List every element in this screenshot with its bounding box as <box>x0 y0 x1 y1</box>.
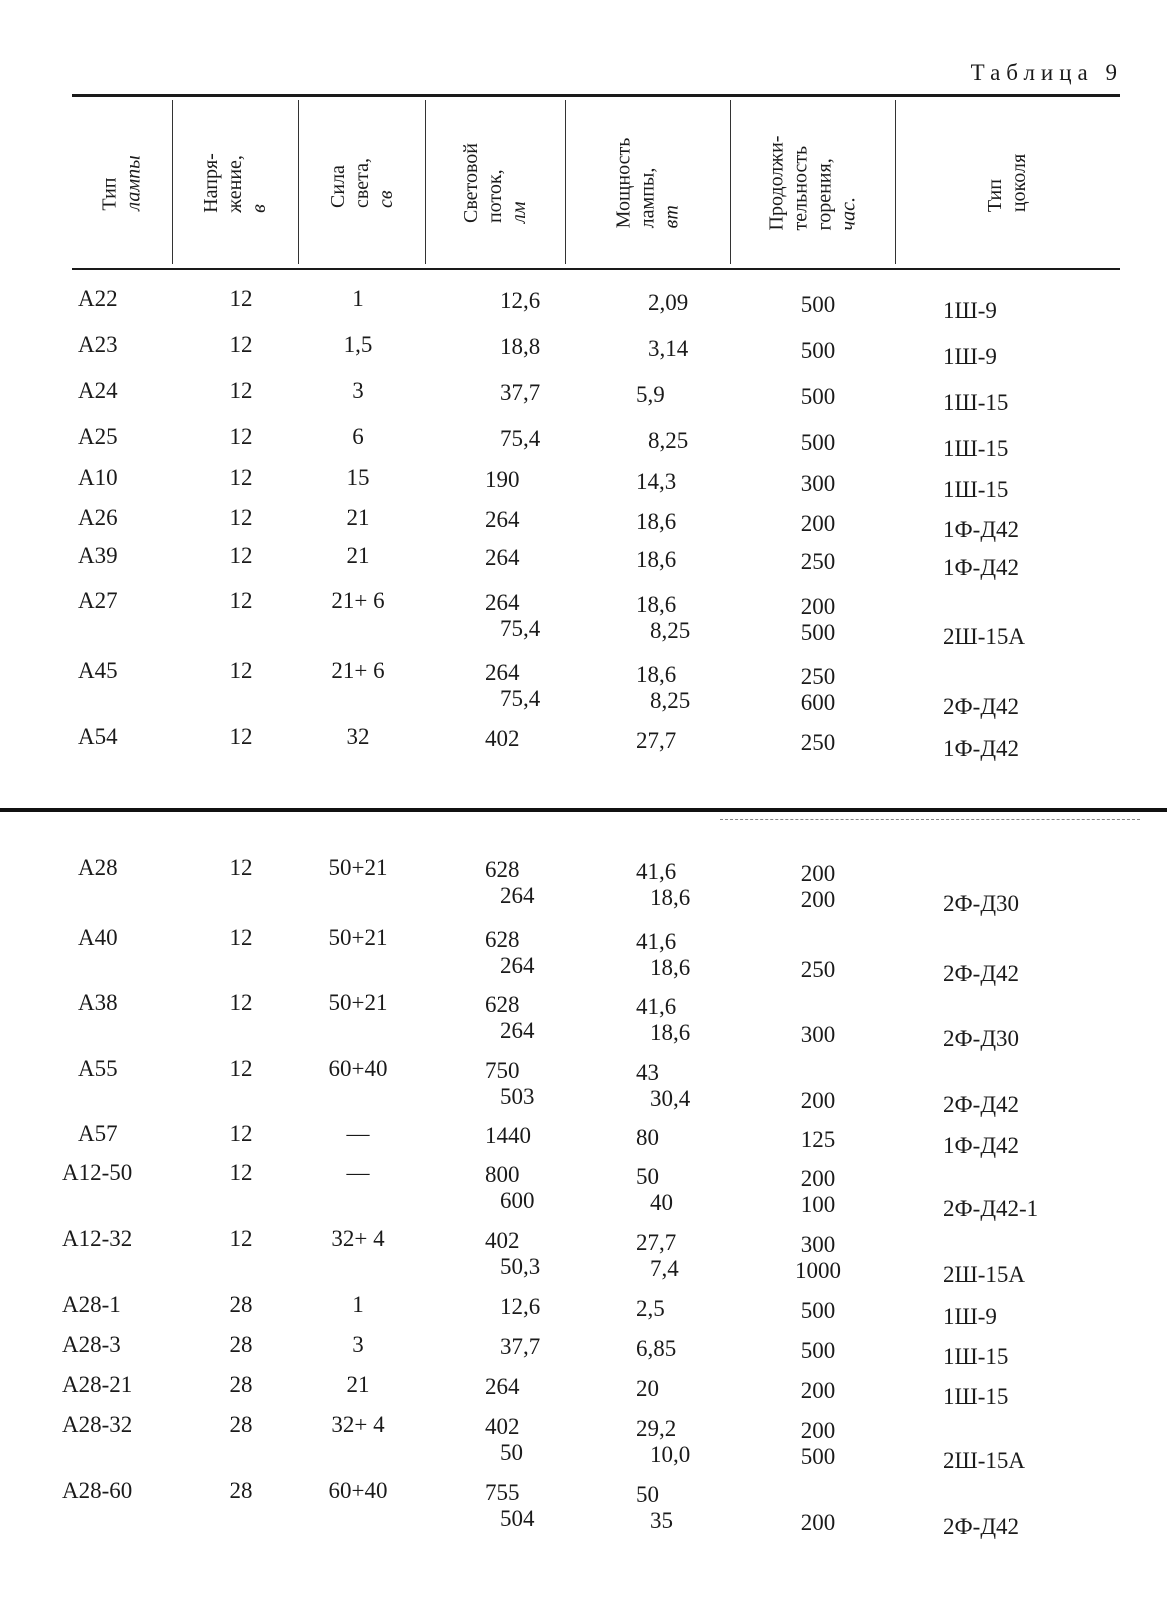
cell-base: 2Ш-15А <box>943 1262 1025 1287</box>
cell-power: 7,4 <box>650 1256 679 1281</box>
header-line: Напря- <box>200 153 222 213</box>
header-lamp-type <box>72 100 172 266</box>
cell-voltage: 28 <box>229 1292 253 1317</box>
cell-flux: 628 <box>485 857 520 882</box>
cell-type: А23 <box>78 332 118 357</box>
cell-type: А12-32 <box>62 1226 133 1251</box>
header-line: Мощность <box>612 137 635 229</box>
cell-power: 18,6 <box>650 885 691 910</box>
cell-base: 1Ш-15 <box>943 477 1009 502</box>
header-line: лампы <box>123 155 145 211</box>
cell-flux: 75,4 <box>500 426 541 451</box>
header-unit: св <box>374 190 397 208</box>
cell-power: 14,3 <box>636 469 677 494</box>
cell-flux: 264 <box>500 953 535 978</box>
cell-flux: 75,4 <box>500 686 541 711</box>
header-line: Продолжи- <box>765 135 788 231</box>
header-line: Тип <box>99 177 121 211</box>
cell-power: 8,25 <box>650 688 691 713</box>
cell-flux: 37,7 <box>500 1334 541 1359</box>
cell-intensity: 21 <box>346 543 370 568</box>
cell-voltage: 12 <box>229 1121 253 1146</box>
cell-intensity: 50+21 <box>328 855 388 880</box>
cell-flux: 264 <box>485 545 520 570</box>
cell-type: А10 <box>78 465 118 490</box>
cell-voltage: 12 <box>229 543 253 568</box>
cell-power: 18,6 <box>650 955 691 980</box>
cell-flux: 50,3 <box>500 1254 541 1279</box>
cell-power: 5,9 <box>636 382 665 407</box>
cell-intensity: — <box>346 1121 370 1146</box>
cell-duration: 200 <box>800 1088 836 1113</box>
cell-duration: 500 <box>800 430 836 455</box>
cell-base: 1Ш-15 <box>943 1344 1009 1369</box>
cell-power: 18,6 <box>636 509 677 534</box>
cell-type: А54 <box>78 724 118 749</box>
cell-voltage: 12 <box>229 724 253 749</box>
cell-power: 8,25 <box>648 428 689 453</box>
cell-intensity: 1 <box>352 286 364 311</box>
cell-power: 80 <box>636 1125 659 1150</box>
cell-voltage: 12 <box>229 465 253 490</box>
cell-flux: 264 <box>485 1374 520 1399</box>
cell-voltage: 12 <box>229 1226 253 1251</box>
cell-power: 50 <box>636 1482 659 1507</box>
cell-flux: 264 <box>500 883 535 908</box>
cell-type: А28 <box>78 855 118 880</box>
page-break-dashed-rule <box>720 819 1140 820</box>
cell-type: А57 <box>78 1121 118 1146</box>
header-power <box>565 100 730 266</box>
cell-flux: 402 <box>485 1414 520 1439</box>
cell-flux: 503 <box>500 1084 535 1109</box>
cell-flux: 75,4 <box>500 616 541 641</box>
header-unit: вт <box>660 205 683 229</box>
cell-type: А45 <box>78 658 118 683</box>
cell-duration: 200 <box>800 861 836 886</box>
cell-duration: 1000 <box>795 1258 841 1283</box>
cell-flux: 12,6 <box>500 288 541 313</box>
cell-flux: 37,7 <box>500 380 541 405</box>
table-title: Таблица 9 <box>970 60 1123 85</box>
cell-voltage: 12 <box>229 855 253 880</box>
cell-voltage: 12 <box>229 286 253 311</box>
cell-flux: 402 <box>485 1228 520 1253</box>
cell-flux: 264 <box>485 660 520 685</box>
cell-duration: 500 <box>800 384 836 409</box>
cell-base: 2Ф-Д42-1 <box>943 1196 1039 1221</box>
cell-power: 10,0 <box>650 1442 691 1467</box>
cell-intensity: 3 <box>352 1332 364 1357</box>
cell-intensity: 21 <box>346 1372 370 1397</box>
cell-type: А28-32 <box>62 1412 133 1437</box>
cell-power: 3,14 <box>648 336 689 361</box>
cell-base: 1Ф-Д42 <box>943 1133 1020 1158</box>
cell-type: А28-60 <box>62 1478 133 1503</box>
cell-base: 1Ш-15 <box>943 436 1009 461</box>
cell-duration: 200 <box>800 1166 836 1191</box>
cell-voltage: 12 <box>229 925 253 950</box>
cell-intensity: 21 <box>346 505 370 530</box>
cell-type: А27 <box>78 588 118 613</box>
cell-voltage: 12 <box>229 505 253 530</box>
cell-voltage: 12 <box>229 378 253 403</box>
cell-voltage: 12 <box>229 424 253 449</box>
cell-base: 1Ф-Д42 <box>943 517 1020 542</box>
page-break-rule <box>0 808 1167 812</box>
cell-base: 1Ш-15 <box>943 1384 1009 1409</box>
cell-intensity: 60+40 <box>328 1478 388 1503</box>
cell-intensity: 21+ 6 <box>331 588 385 613</box>
cell-voltage: 12 <box>229 332 253 357</box>
cell-duration: 300 <box>800 1232 836 1257</box>
cell-power: 40 <box>650 1190 673 1215</box>
table-top-rule <box>72 94 1120 97</box>
cell-duration: 500 <box>800 1444 836 1469</box>
cell-base: 2Ш-15А <box>943 624 1025 649</box>
cell-power: 41,6 <box>636 994 677 1019</box>
cell-power: 8,25 <box>650 618 691 643</box>
cell-duration: 500 <box>800 292 836 317</box>
cell-flux: 1440 <box>485 1123 531 1148</box>
cell-duration: 500 <box>800 620 836 645</box>
header-bottom-rule <box>72 268 1120 270</box>
header-intensity <box>298 100 425 266</box>
cell-intensity: 50+21 <box>328 990 388 1015</box>
header-duration <box>730 100 895 266</box>
header-unit: лм <box>508 201 530 224</box>
cell-type: А26 <box>78 505 118 530</box>
cell-voltage: 12 <box>229 588 253 613</box>
header-base-type <box>895 100 1120 266</box>
cell-duration: 200 <box>800 1378 836 1403</box>
cell-base: 1Ш-9 <box>943 344 997 369</box>
cell-base: 1Ф-Д42 <box>943 555 1020 580</box>
cell-type: А28-21 <box>62 1372 133 1397</box>
cell-power: 18,6 <box>650 1020 691 1045</box>
cell-duration: 200 <box>800 594 836 619</box>
header-unit: час. <box>837 197 860 231</box>
cell-power: 18,6 <box>636 592 677 617</box>
header-line: горения, <box>813 158 836 231</box>
header-line: жение, <box>224 155 246 213</box>
cell-flux: 628 <box>485 927 520 952</box>
cell-type: А12-50 <box>62 1160 133 1185</box>
cell-duration: 250 <box>800 549 836 574</box>
cell-flux: 12,6 <box>500 1294 541 1319</box>
cell-flux: 750 <box>485 1058 520 1083</box>
cell-flux: 264 <box>485 590 520 615</box>
cell-type: А24 <box>78 378 118 403</box>
cell-power: 2,5 <box>636 1296 665 1321</box>
cell-power: 30,4 <box>650 1086 691 1111</box>
cell-base: 2Ф-Д30 <box>943 891 1020 916</box>
cell-flux: 402 <box>485 726 520 751</box>
cell-type: А38 <box>78 990 118 1015</box>
cell-voltage: 28 <box>229 1478 253 1503</box>
header-flux <box>425 100 565 266</box>
cell-voltage: 12 <box>229 1160 253 1185</box>
cell-base: 1Ф-Д42 <box>943 736 1020 761</box>
cell-base: 2Ш-15А <box>943 1448 1025 1473</box>
cell-power: 50 <box>636 1164 659 1189</box>
cell-type: А25 <box>78 424 118 449</box>
cell-intensity: 1,5 <box>343 332 373 357</box>
cell-voltage: 12 <box>229 990 253 1015</box>
cell-flux: 190 <box>485 467 520 492</box>
header-line: Сила <box>326 165 349 208</box>
cell-flux: 264 <box>485 507 520 532</box>
cell-power: 18,6 <box>636 547 677 572</box>
cell-voltage: 12 <box>229 1056 253 1081</box>
cell-duration: 200 <box>800 511 836 536</box>
cell-base: 1Ш-9 <box>943 1304 997 1329</box>
header-line: цоколя <box>1008 153 1031 213</box>
cell-flux: 50 <box>500 1440 523 1465</box>
cell-type: А22 <box>78 286 118 311</box>
cell-intensity: 1 <box>352 1292 364 1317</box>
cell-flux: 264 <box>500 1018 535 1043</box>
cell-intensity: — <box>346 1160 370 1185</box>
cell-type: А55 <box>78 1056 118 1081</box>
cell-duration: 200 <box>800 1418 836 1443</box>
cell-intensity: 32 <box>346 724 370 749</box>
cell-base: 2Ф-Д42 <box>943 1092 1020 1117</box>
cell-type: А28-1 <box>62 1292 121 1317</box>
cell-duration: 300 <box>800 471 836 496</box>
cell-power: 6,85 <box>636 1336 677 1361</box>
cell-duration: 600 <box>800 690 836 715</box>
cell-type: А39 <box>78 543 118 568</box>
cell-flux: 600 <box>500 1188 535 1213</box>
cell-power: 2,09 <box>648 290 689 315</box>
cell-base: 2Ф-Д42 <box>943 961 1020 986</box>
cell-voltage: 28 <box>229 1412 253 1437</box>
cell-duration: 500 <box>800 338 836 363</box>
cell-type: А40 <box>78 925 118 950</box>
cell-voltage: 28 <box>229 1372 253 1397</box>
cell-type: А28-3 <box>62 1332 121 1357</box>
header-line: Тип <box>984 179 1007 213</box>
cell-power: 35 <box>650 1508 673 1533</box>
header-unit: в <box>248 204 270 213</box>
cell-power: 20 <box>636 1376 659 1401</box>
cell-base: 2Ф-Д30 <box>943 1026 1020 1051</box>
cell-flux: 504 <box>500 1506 535 1531</box>
header-line: лампы, <box>636 167 659 229</box>
cell-intensity: 6 <box>352 424 364 449</box>
cell-power: 43 <box>636 1060 659 1085</box>
cell-intensity: 21+ 6 <box>331 658 385 683</box>
cell-flux: 18,8 <box>500 334 541 359</box>
cell-intensity: 32+ 4 <box>331 1226 385 1251</box>
cell-voltage: 28 <box>229 1332 253 1357</box>
cell-flux: 755 <box>485 1480 520 1505</box>
cell-intensity: 60+40 <box>328 1056 388 1081</box>
cell-intensity: 50+21 <box>328 925 388 950</box>
cell-power: 27,7 <box>636 728 677 753</box>
header-line: света, <box>350 158 373 208</box>
cell-power: 18,6 <box>636 662 677 687</box>
cell-base: 1Ш-9 <box>943 298 997 323</box>
cell-intensity: 32+ 4 <box>331 1412 385 1437</box>
header-line: поток, <box>484 169 506 224</box>
cell-duration: 100 <box>800 1192 836 1217</box>
header-voltage <box>172 100 298 266</box>
header-line: тельность <box>789 145 812 231</box>
cell-duration: 250 <box>800 730 836 755</box>
cell-duration: 200 <box>800 1510 836 1535</box>
header-line: Световой <box>460 142 482 224</box>
cell-duration: 200 <box>800 887 836 912</box>
cell-duration: 250 <box>800 664 836 689</box>
cell-base: 2Ф-Д42 <box>943 1514 1020 1539</box>
cell-duration: 250 <box>800 957 836 982</box>
cell-power: 41,6 <box>636 859 677 884</box>
cell-duration: 125 <box>800 1127 836 1152</box>
cell-base: 2Ф-Д42 <box>943 694 1020 719</box>
cell-intensity: 3 <box>352 378 364 403</box>
cell-power: 41,6 <box>636 929 677 954</box>
cell-duration: 300 <box>800 1022 836 1047</box>
cell-flux: 800 <box>485 1162 520 1187</box>
cell-intensity: 15 <box>346 465 370 490</box>
cell-flux: 628 <box>485 992 520 1017</box>
cell-base: 1Ш-15 <box>943 390 1009 415</box>
cell-power: 27,7 <box>636 1230 677 1255</box>
cell-duration: 500 <box>800 1338 836 1363</box>
cell-power: 29,2 <box>636 1416 677 1441</box>
cell-duration: 500 <box>800 1298 836 1323</box>
cell-voltage: 12 <box>229 658 253 683</box>
